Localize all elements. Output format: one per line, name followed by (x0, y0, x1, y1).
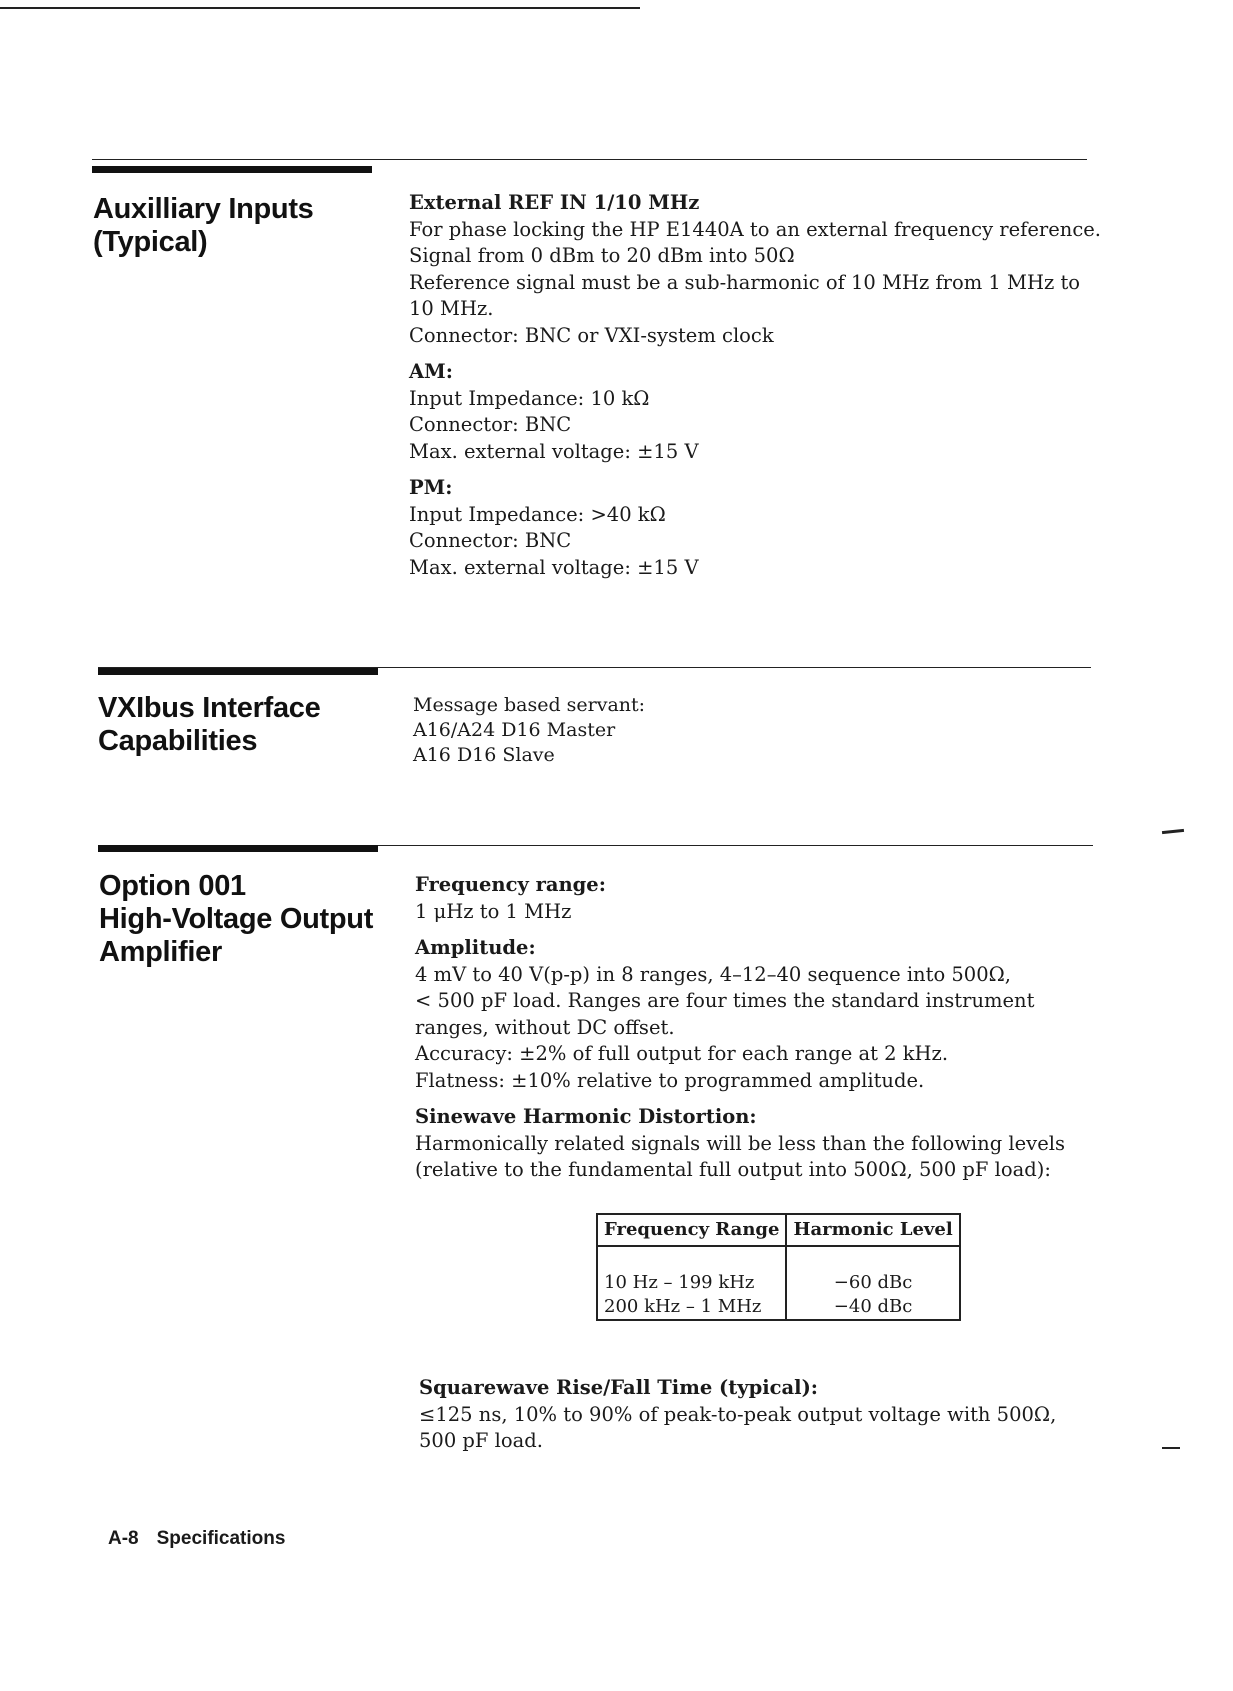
ext-ref-label: External REF IN 1/10 MHz (409, 191, 700, 214)
section-rule-bar (98, 668, 378, 675)
ext-ref-line: For phase locking the HP E1440A to an external frequency reference. (409, 217, 1101, 241)
table-spacer-row (597, 1246, 960, 1271)
section-rule (92, 159, 1087, 160)
amplitude-line: Flatness: ±10% relative to programmed amplitude. (415, 1068, 925, 1092)
section-heading (98, 692, 320, 758)
squarewave-block (419, 1375, 1056, 1455)
table-cell: 10 Hz – 199 kHz (597, 1271, 786, 1295)
section-body (413, 693, 645, 768)
am-line: Input Impedance: 10 kΩ (409, 386, 650, 410)
section-body (415, 872, 1065, 1184)
table-header-row (597, 1214, 960, 1246)
margin-mark (1162, 1447, 1180, 1449)
ext-ref-line: Signal from 0 dBm to 20 dBm into 50Ω (409, 244, 795, 267)
vxi-line: Message based servant: (413, 694, 646, 716)
freq-range-line: 1 μHz to 1 MHz (415, 899, 572, 923)
freq-range-label: Frequency range: (415, 873, 606, 896)
table-row (597, 1271, 960, 1295)
pm-line: Connector: BNC (409, 529, 572, 552)
amplitude-line: < 500 pF load. Ranges are four times the standard instrument (415, 989, 1035, 1012)
table-header: Frequency Range (597, 1214, 786, 1246)
page-footer (108, 1528, 285, 1550)
amplitude-label: Amplitude: (415, 936, 536, 959)
section-rule-bar (98, 845, 378, 852)
heading-line: Option 001 (99, 870, 246, 902)
pm-line: Input Impedance: >40 kΩ (409, 502, 666, 526)
heading-line: Capabilities (98, 725, 258, 757)
squarewave-line: 500 pF load. (419, 1429, 543, 1452)
distortion-line: Harmonically related signals will be less than the following levels (415, 1131, 1065, 1155)
amplitude-line: Accuracy: ±2% of full output for each range at 2 kHz. (415, 1042, 949, 1065)
section-body (409, 190, 1101, 581)
heading-line: High-Voltage Output (99, 903, 374, 935)
section-heading (93, 193, 314, 259)
ext-ref-line: Connector: BNC or VXI-system clock (409, 323, 774, 347)
section-rule-bar (92, 166, 372, 173)
heading-line: VXIbus Interface (98, 692, 321, 724)
distortion-label: Sinewave Harmonic Distortion: (415, 1105, 757, 1128)
squarewave-label: Squarewave Rise/Fall Time (typical): (419, 1376, 818, 1399)
table-cell: −40 dBc (786, 1295, 959, 1320)
table-cell: −60 dBc (786, 1271, 959, 1295)
table-header: Harmonic Level (786, 1214, 959, 1246)
amplitude-line: 4 mV to 40 V(p-p) in 8 ranges, 4–12–40 sequence into 500Ω, (415, 962, 1011, 986)
amplitude-line: ranges, without DC offset. (415, 1015, 675, 1039)
ext-ref-line: Reference signal must be a sub-harmonic of 10 MHz from 1 MHz to (409, 270, 1081, 294)
squarewave-line: ≤125 ns, 10% to 90% of peak-to-peak output voltage with 500Ω, (419, 1402, 1057, 1426)
heading-line: (Typical) (93, 226, 208, 258)
am-line: Max. external voltage: ±15 V (409, 439, 699, 463)
am-label: AM: (409, 360, 453, 383)
harmonic-table (596, 1213, 961, 1321)
table-row (597, 1295, 960, 1320)
margin-mark (1162, 829, 1184, 834)
pm-line: Max. external voltage: ±15 V (409, 555, 699, 579)
top-page-rule (0, 7, 640, 9)
table-cell: 200 kHz – 1 MHz (597, 1295, 786, 1320)
heading-line: Amplifier (99, 936, 222, 968)
vxi-line: A16/A24 D16 Master (413, 719, 616, 741)
heading-line: Auxilliary Inputs (93, 193, 314, 225)
am-line: Connector: BNC (409, 413, 572, 436)
ext-ref-line: 10 MHz. (409, 297, 494, 320)
page-number: A-8 (108, 1528, 139, 1549)
pm-label: PM: (409, 476, 453, 499)
distortion-line: (relative to the fundamental full output into 500Ω, 500 pF load): (415, 1158, 1051, 1181)
section-heading (99, 870, 373, 969)
vxi-line: A16 D16 Slave (413, 744, 555, 766)
footer-title: Specifications (156, 1528, 286, 1549)
